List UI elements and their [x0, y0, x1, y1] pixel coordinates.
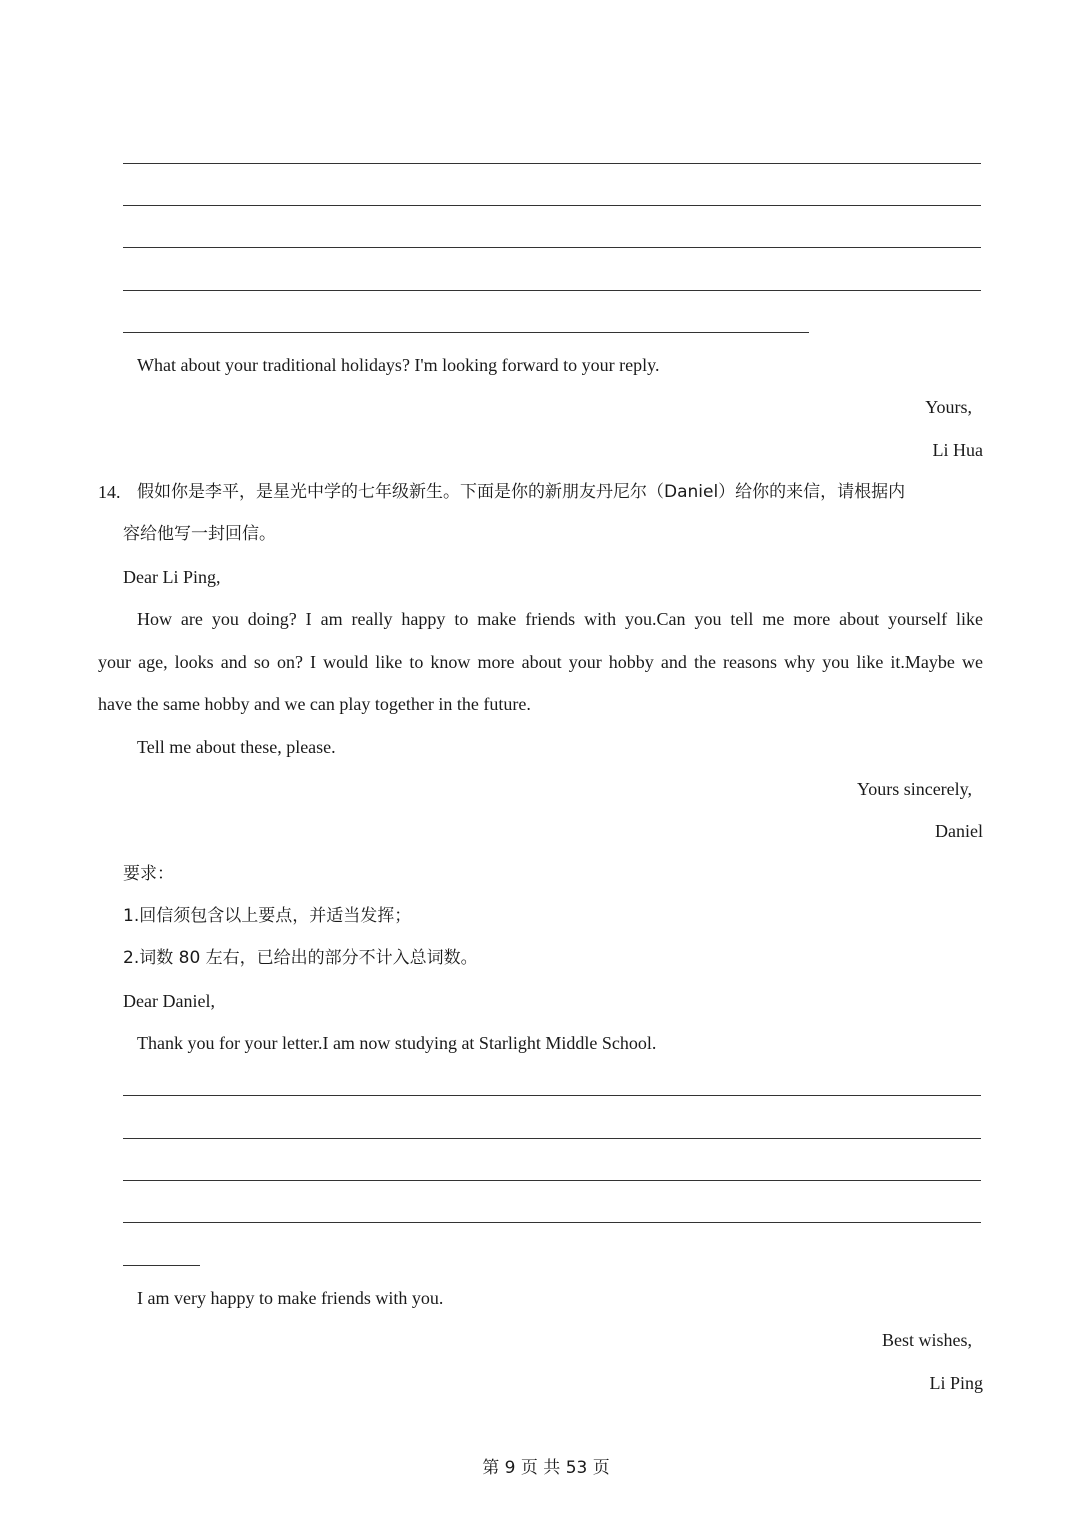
answer-line[interactable]	[123, 247, 981, 248]
answer-line[interactable]	[123, 290, 981, 291]
answer-line[interactable]	[123, 332, 809, 333]
answer-line[interactable]	[123, 205, 981, 206]
answer-line[interactable]	[123, 1095, 981, 1096]
question-prompt-line1: 假如你是李平，是星光中学的七年级新生。下面是你的新朋友丹尼尔（Daniel）给你的来信，请根据内	[137, 482, 906, 502]
answer-line[interactable]	[123, 1180, 981, 1181]
requirement-item: 1.回信须包含以上要点，并适当发挥；	[123, 906, 412, 926]
answer-line[interactable]	[123, 1265, 200, 1266]
question-prompt-line2: 容给他写一封回信。	[123, 524, 276, 544]
question-number: 14.	[98, 482, 121, 502]
reply-closing: I am very happy to make friends with you.	[137, 1288, 444, 1308]
prev-closing-line: What about your traditional holidays? I'm looking forward to your reply.	[137, 355, 660, 375]
letter-sign-off: Yours sincerely,	[857, 779, 972, 799]
reply-greeting: Dear Daniel,	[123, 991, 215, 1011]
prev-sign-off: Yours,	[925, 397, 972, 417]
requirement-item: 2.词数 80 左右，已给出的部分不计入总词数。	[123, 948, 478, 968]
answer-line[interactable]	[123, 1222, 981, 1223]
letter-body-line: your age, looks and so on? I would like to know more about your hobby and the reasons why you like it.Maybe we	[98, 652, 983, 672]
page-number: 第 9 页 共 53 页	[482, 1458, 610, 1478]
letter-signature: Daniel	[935, 821, 983, 841]
requirements-heading: 要求：	[123, 864, 174, 884]
answer-line[interactable]	[123, 1138, 981, 1139]
reply-signature: Li Ping	[929, 1373, 983, 1393]
letter-body-line: How are you doing? I am really happy to make friends with you.Can you tell me more about yourself like	[137, 609, 983, 629]
reply-opening: Thank you for your letter.I am now studying at Starlight Middle School.	[137, 1033, 657, 1053]
answer-line[interactable]	[123, 163, 981, 164]
letter-greeting: Dear Li Ping,	[123, 567, 221, 587]
prev-signature: Li Hua	[932, 440, 983, 460]
reply-sign-off: Best wishes,	[882, 1330, 972, 1350]
letter-body-line: Tell me about these, please.	[137, 737, 336, 757]
letter-body-line: have the same hobby and we can play together in the future.	[98, 694, 531, 714]
